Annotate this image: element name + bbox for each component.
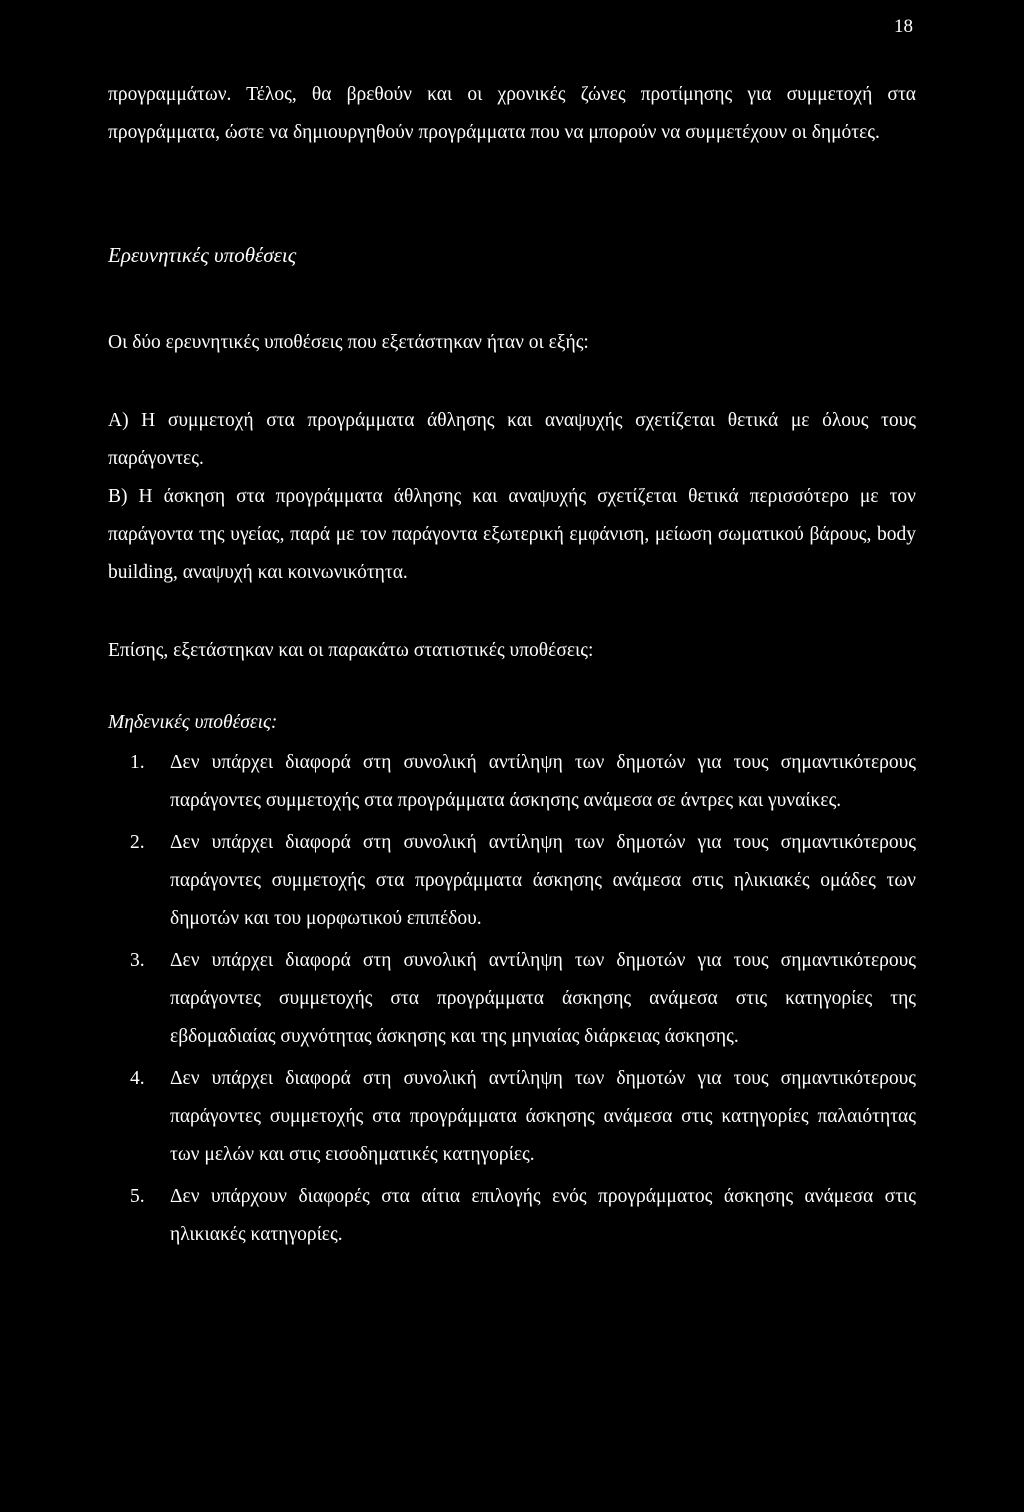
- list-item-number: 2.: [130, 832, 145, 853]
- list-item: [130, 942, 916, 1056]
- page-number: 18: [894, 16, 913, 37]
- list-item-text: Δεν υπάρχει διαφορά στη συνολική αντίληψη των δημοτών για τους σημαντικότερους παράγοντες συμμετοχής στα προγράμματα άσκησης ανάμεσα στις κατηγορίες παλαιότητας των μελών και στις εισοδηματικές κατηγορίες.: [170, 1068, 916, 1165]
- null-hypotheses-heading: Μηδενικές υποθέσεις:: [108, 712, 278, 733]
- list-item-text: Δεν υπάρχουν διαφορές στα αίτια επιλογής ενός προγράμματος άσκησης ανάμεσα στις ηλικιακές κατηγορίες.: [170, 1186, 916, 1245]
- list-item: [130, 824, 916, 938]
- list-item: [130, 1060, 916, 1174]
- section-heading: Ερευνητικές υποθέσεις: [108, 243, 297, 267]
- list-item-text: Δεν υπάρχει διαφορά στη συνολική αντίληψη των δημοτών για τους σημαντικότερους παράγοντες συμμετοχής στα προγράμματα άσκησης ανάμεσα στις κατηγορίες της εβδομαδιαίας συχνότητας άσκησης και της μηνιαίας διάρκειας άσκησης.: [170, 950, 916, 1047]
- hypotheses-intro: Οι δύο ερευνητικές υποθέσεις που εξετάστηκαν ήταν οι εξής:: [108, 332, 589, 353]
- list-item-text: Δεν υπάρχει διαφορά στη συνολική αντίληψη των δημοτών για τους σημαντικότερους παράγοντες συμμετοχής στα προγράμματα άσκησης ανάμεσα στις ηλικιακές ομάδες των δημοτών και του μορφωτικού επιπέδου.: [170, 832, 916, 929]
- hypothesis-a: Α) Η συμμετοχή στα προγράμματα άθλησης και αναψυχής σχετίζεται θετικά με όλους τους παράγοντες.: [108, 410, 916, 469]
- list-item-text: Δεν υπάρχει διαφορά στη συνολική αντίληψη των δημοτών για τους σημαντικότερους παράγοντες συμμετοχής στα προγράμματα άσκησης ανάμεσα σε άντρες και γυναίκες.: [170, 752, 916, 811]
- list-item-number: 5.: [130, 1186, 145, 1207]
- list-item-number: 4.: [130, 1068, 145, 1089]
- list-item-number: 3.: [130, 950, 145, 971]
- list-item: [130, 744, 916, 820]
- null-hypotheses-list: [130, 744, 916, 1258]
- list-item: [130, 1178, 916, 1254]
- list-item-number: 1.: [130, 752, 145, 773]
- statistical-intro: Επίσης, εξετάστηκαν και οι παρακάτω στατιστικές υποθέσεις:: [108, 640, 594, 661]
- hypothesis-b: Β) Η άσκηση στα προγράμματα άθλησης και αναψυχής σχετίζεται θετικά περισσότερο με τον παράγοντα της υγείας, παρά με τον παράγοντα εξωτερική εμφάνιση, μείωση σωματικού βάρους, body building, αναψυχή και κοινωνικότητα.: [108, 486, 916, 583]
- intro-paragraph: προγραμμάτων. Τέλος, θα βρεθούν και οι χρονικές ζώνες προτίμησης για συμμετοχή στα προγράμματα, ώστε να δημιουργηθούν προγράμματα που να μπορούν να συμμετέχουν οι δημότες.: [108, 84, 916, 143]
